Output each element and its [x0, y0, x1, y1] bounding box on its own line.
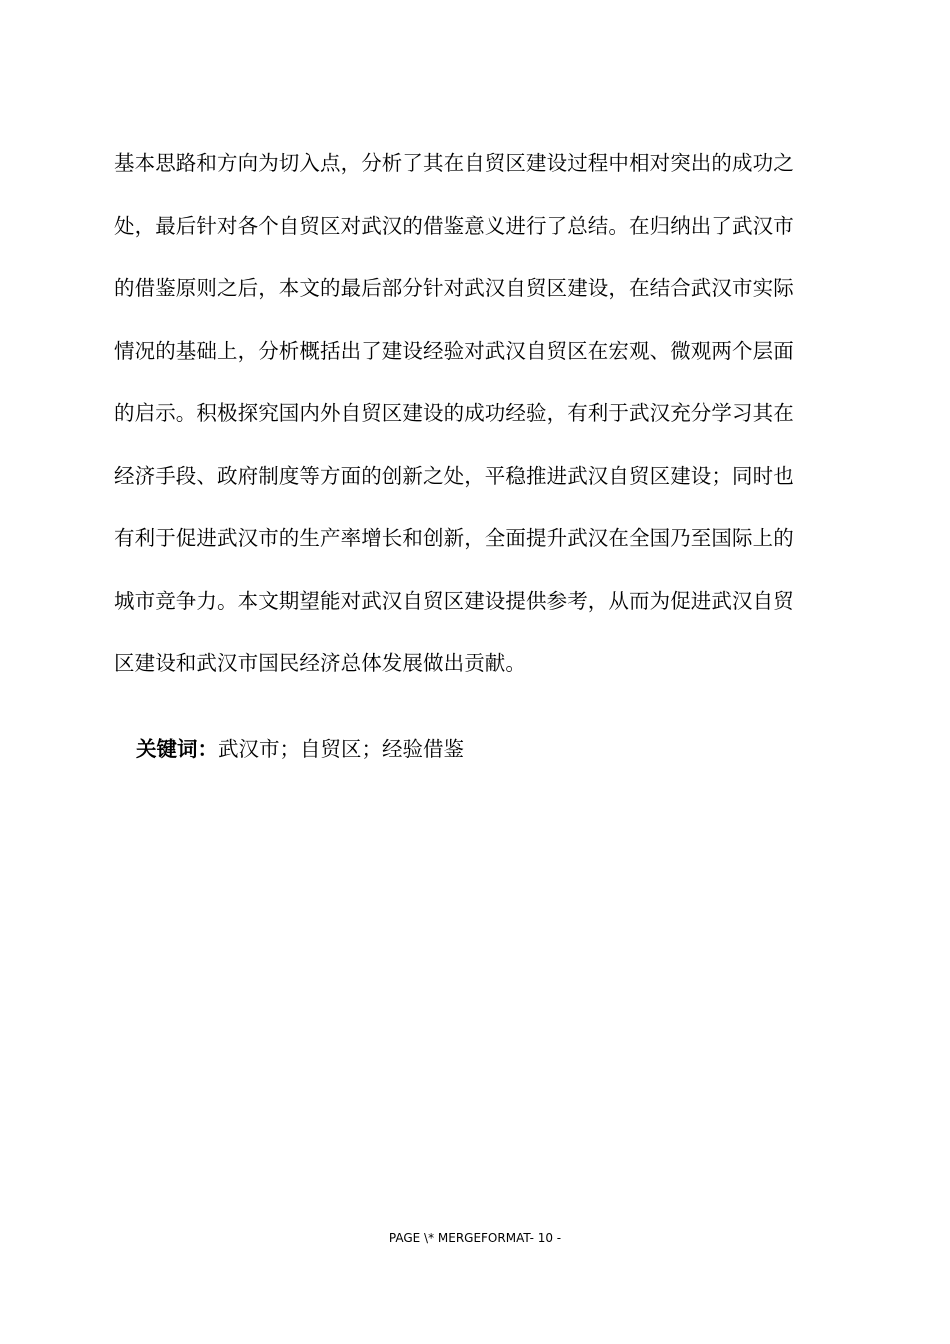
page-footer: PAGE \* MERGEFORMAT- 10 -: [388, 1231, 562, 1245]
paragraph-line: 的借鉴原则之后，本文的最后部分针对武汉自贸区建设，在结合武汉市实际: [114, 276, 794, 300]
keywords-line: [136, 729, 464, 769]
paragraph-line: 情况的基础上，分析概括出了建设经验对武汉自贸区在宏观、微观两个层面: [114, 338, 794, 363]
paragraph-line: 的启示。积极探究国内外自贸区建设的成功经验，有利于武汉充分学习其在: [114, 401, 794, 425]
keywords-value: 武汉市；自贸区；经验借鉴: [218, 737, 464, 761]
paragraph-line: 区建设和武汉市国民经济总体发展做出贡献。: [114, 651, 526, 675]
abstract-paragraph: [114, 143, 854, 706]
paragraph-line: 基本思路和方向为切入点，分析了其在自贸区建设过程中相对突出的成功之: [114, 151, 794, 175]
keywords-label: 关键词：: [136, 737, 218, 761]
paragraph-line: 城市竞争力。本文期望能对武汉自贸区建设提供参考，从而为促进武汉自贸: [114, 588, 794, 613]
paragraph-line: 处，最后针对各个自贸区对武汉的借鉴意义进行了总结。在归纳出了武汉市: [114, 213, 794, 238]
paragraph-line: 有利于促进武汉市的生产率增长和创新，全面提升武汉在全国乃至国际上的: [114, 526, 794, 550]
paragraph-line: 经济手段、政府制度等方面的创新之处，平稳推进武汉自贸区建设；同时也: [114, 463, 794, 488]
